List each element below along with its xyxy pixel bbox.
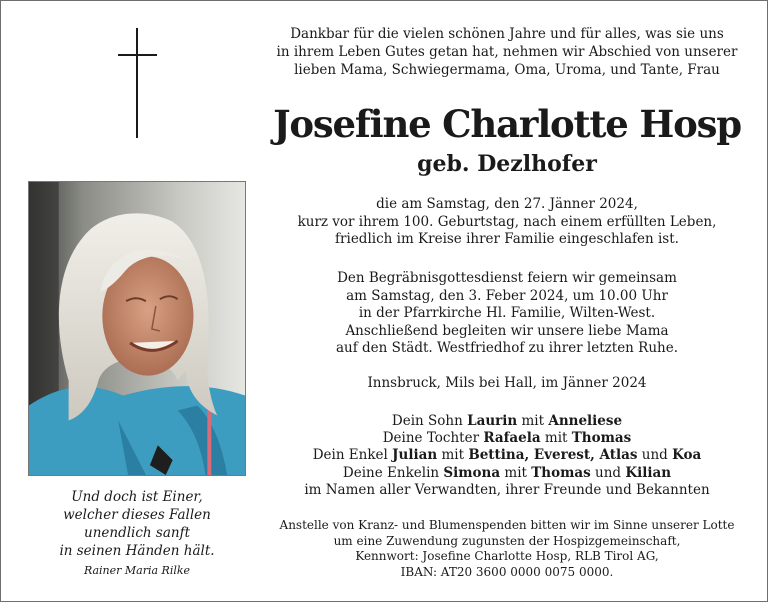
intro-line: Dankbar für die vielen schönen Jahre und für alles, was sie uns: [290, 26, 724, 42]
funeral-line: in der Pfarrkirche Hl. Familie, Wilten-West.: [358, 305, 656, 321]
family-list: [257, 413, 757, 499]
funeral-line: Anschließend begleiten wir unsere liebe Mama: [345, 322, 669, 339]
poem: [28, 488, 246, 560]
family-line-granddaughter: Deine Enkelin Simona mit Thomas und Kilian: [342, 464, 672, 481]
intro-line: in ihrem Leben Gutes getan hat, nehmen wir Abschied von unserer: [276, 44, 738, 60]
family-line-son: Dein Sohn Laurin mit Anneliese: [391, 413, 623, 429]
funeral-line: Den Begräbnisgottesdienst feiern wir gemeinsam: [337, 270, 677, 286]
intro-text: [257, 25, 757, 79]
donation-request: [257, 518, 757, 580]
portrait-photo: [28, 181, 246, 476]
poem-line: Und doch ist Einer,: [71, 489, 203, 505]
poem-line: unendlich sanft: [84, 525, 190, 541]
portrait-illustration: [29, 182, 245, 475]
funeral-details: [257, 270, 757, 358]
funeral-line: auf den Städt. Westfriedhof zu ihrer letzten Ruhe.: [335, 340, 679, 356]
poem-line: welcher dieses Fallen: [63, 507, 211, 523]
cross-icon: [118, 28, 157, 138]
birth-name: geb. Dezlhofer: [417, 151, 597, 177]
donation-line: um eine Zuwendung zugunsten der Hospizgemeinschaft,: [333, 533, 681, 548]
poem-author: Rainer Maria Rilke: [83, 564, 191, 577]
donation-line: IBAN: AT20 3600 0000 0075 0000.: [400, 564, 614, 579]
poem-line: in seinen Händen hält.: [59, 543, 215, 559]
family-line-grandson: Dein Enkel Julian mit Bettina, Everest, Atlas und Koa: [312, 447, 702, 464]
death-notice-line: die am Samstag, den 27. Jänner 2024,: [376, 196, 638, 212]
family-line-relatives: im Namen aller Verwandten, ihrer Freunde und Bekannten: [304, 481, 710, 498]
deceased-name: Josefine Charlotte Hosp: [273, 102, 741, 146]
donation-line: Kennwort: Josefine Charlotte Hosp, RLB Tirol AG,: [355, 549, 659, 563]
funeral-line: am Samstag, den 3. Feber 2024, um 10.00 Uhr: [346, 287, 668, 304]
family-line-daughter: Deine Tochter Rafaela mit Thomas: [382, 430, 632, 447]
place-date: Innsbruck, Mils bei Hall, im Jänner 2024: [367, 375, 647, 391]
donation-line: Anstelle von Kranz- und Blumenspenden bitten wir im Sinne unserer Lotte: [279, 518, 735, 532]
intro-line: lieben Mama, Schwiegermama, Oma, Uroma, und Tante, Frau: [294, 62, 720, 78]
death-notice-line: kurz vor ihrem 100. Geburtstag, nach einem erfüllten Leben,: [297, 213, 717, 230]
death-notice-line: friedlich im Kreise ihrer Familie eingeschlafen ist.: [335, 231, 679, 247]
death-notice: [257, 196, 757, 249]
